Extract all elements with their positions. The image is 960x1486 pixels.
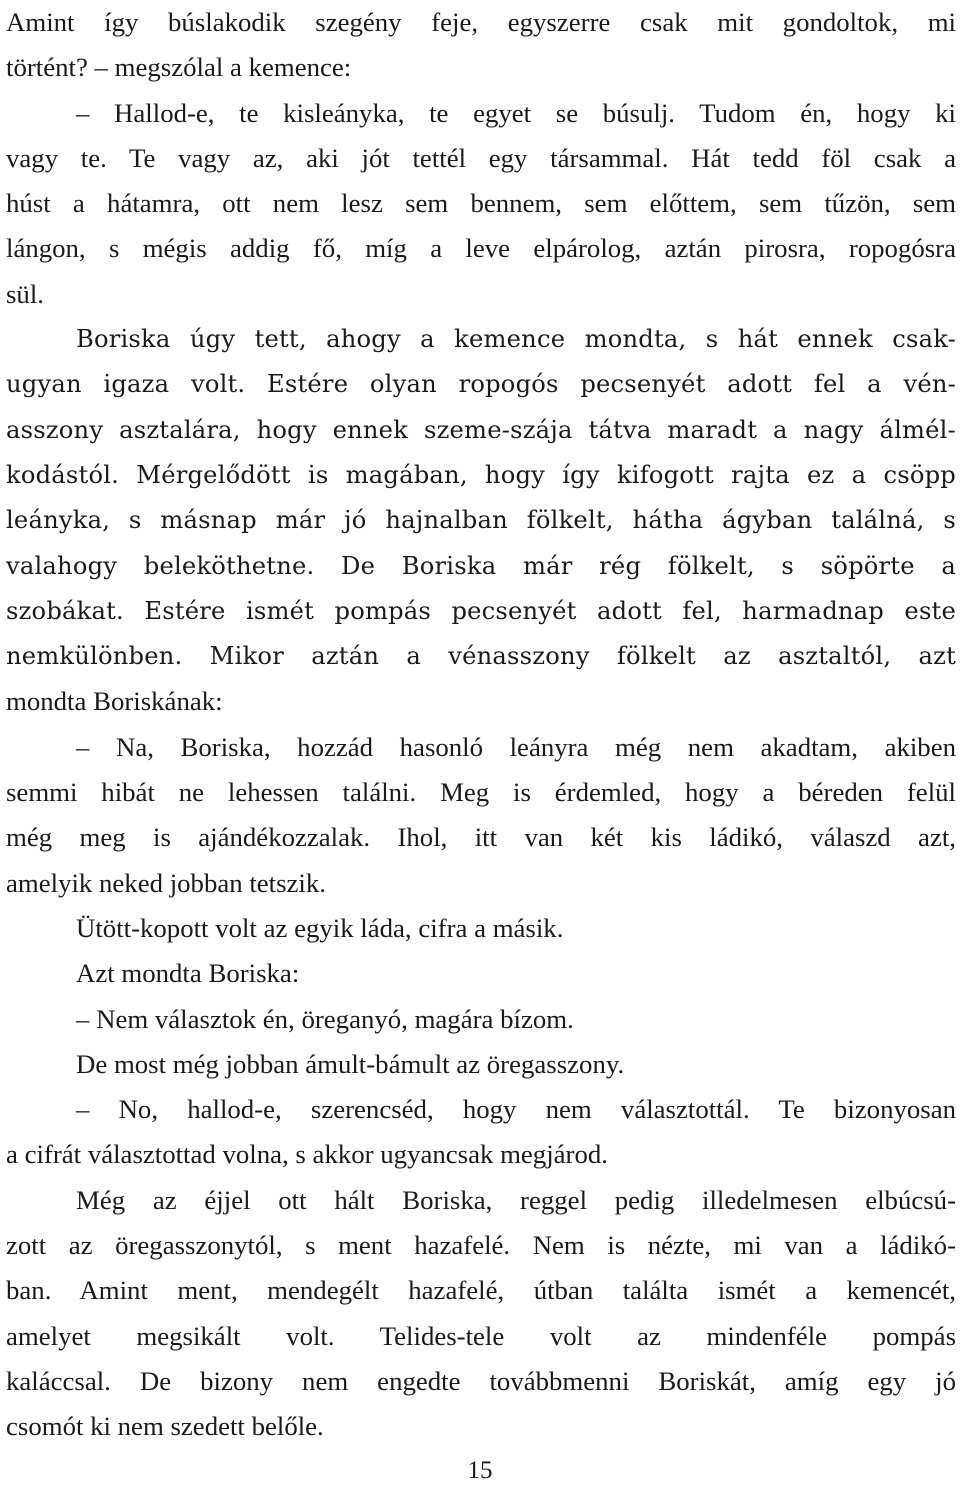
text-line: vagy te. Te vagy az, aki jót tettél egy társammal. Hát tedd föl csak a [6,142,956,173]
text-line: De most még jobban ámult-bámult az öregasszony. [76,1048,625,1079]
text-line: leányka, s másnap már jó hajnalban fölkelt, hátha ágyban találná, s [6,506,956,535]
text-line: – No, hallod-e, szerencséd, hogy nem választottál. Te bizonyosan [76,1094,956,1125]
text-line: Még az éjjel ott hált Boriska, reggel pedig illedelmesen elbúcsú- [76,1184,956,1215]
text-line: a cifrát választottad volna, s akkor ugyancsak megjárod. [6,1139,608,1170]
page-body [6,0,956,1450]
page-number: 15 [467,1457,493,1484]
text-line: Amint így búslakodik szegény feje, egyszerre csak mit gondoltok, mi [6,7,956,37]
text-line: asszony asztalára, hogy ennek szeme-szája tátva maradt a nagy álmél- [6,415,956,444]
text-line: semmi hibát ne lehessen találni. Meg is érdemled, hogy a béreden felül [6,777,956,808]
text-line: Ütött-kopott volt az egyik láda, cifra a másik. [76,912,564,943]
text-line: kaláccsal. De bizony nem engedte továbbmenni Boriskát, amíg egy jó [6,1365,956,1396]
text-line: húst a hátamra, ott nem lesz sem bennem, sem előttem, sem tűzön, sem [6,188,956,219]
text-line: lángon, s mégis addig fő, míg a leve elpárolog, aztán pirosra, ropogósra [6,233,956,264]
text-line: Boriska úgy tett, ahogy a kemence mondta, s hát ennek csak- [76,325,956,354]
text-line: – Nem választok én, öreganyó, magára bízom. [76,1003,574,1034]
text-line: ugyan igaza volt. Estére olyan ropogós pecsenyét adott fel a vén- [6,370,956,399]
text-line: – Na, Boriska, hozzád hasonló leányra még nem akadtam, akiben [76,731,956,762]
text-line: – Hallod-e, te kisleányka, te egyet se búsulj. Tudom én, hogy ki [76,97,956,128]
text-line: nemkülönben. Mikor aztán a vénasszony fölkelt az asztaltól, azt [6,642,956,671]
text-line: szobákat. Estére ismét pompás pecsenyét adott fel, harmadnap este [6,596,956,625]
text-line: történt? – megszólal a kemence: [6,52,352,83]
text-line: csomót ki nem szedett belőle. [6,1411,324,1442]
text-line: amelyik neked jobban tetszik. [6,867,326,898]
text-line: még meg is ajándékozzalak. Ihol, itt van két kis ládikó, válaszd azt, [6,822,956,853]
text-line: mondta Boriskának: [6,686,223,717]
text-line: Azt mondta Boriska: [76,958,300,989]
text-line: amelyet megsikált volt. Telides-tele volt az mindenféle pompás [6,1320,956,1351]
text-line: kodástól. Mérgelődött is magában, hogy így kifogott rajta ez a csöpp [6,460,956,489]
text-line: zott az öregasszonytól, s ment hazafelé. Nem is nézte, mi van a ládikó- [6,1230,956,1261]
text-line: valahogy beleköthetne. De Boriska már rég fölkelt, s söpörte a [6,551,956,580]
text-line: ban. Amint ment, mendegélt hazafelé, útban találta ismét a kemencét, [6,1275,956,1306]
text-line: sül. [6,278,44,309]
